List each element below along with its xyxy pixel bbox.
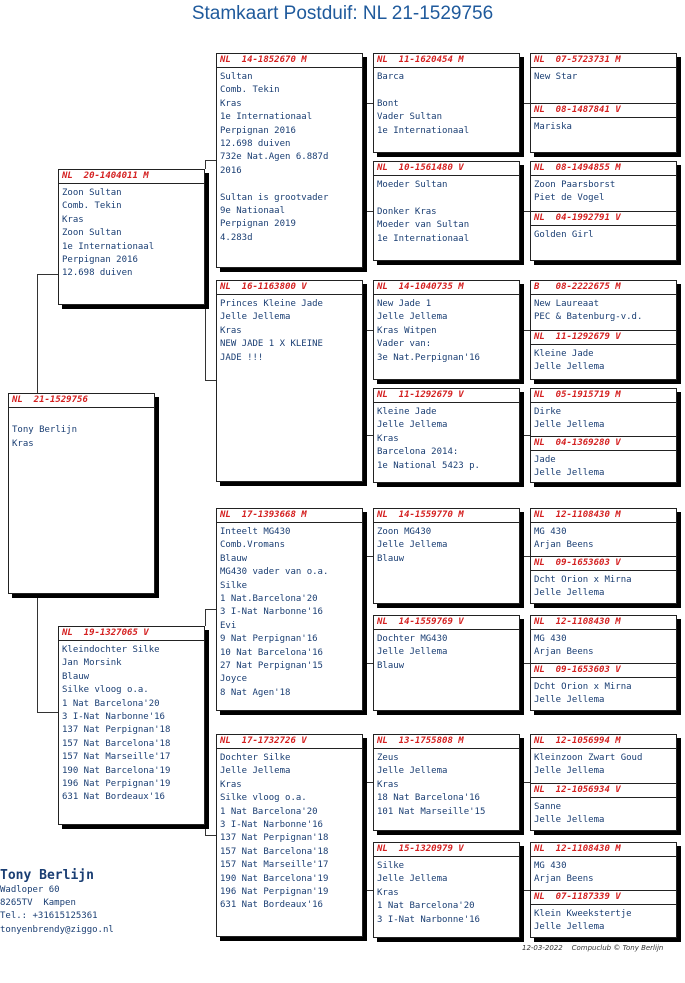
detail-line: Dcht Orion x Mirna bbox=[534, 682, 632, 692]
detail-line: Evi bbox=[220, 620, 237, 631]
detail-line: Zeus bbox=[377, 753, 399, 763]
ring-number: NL 05-1915719 M bbox=[531, 389, 676, 403]
great-grandparents-g1 bbox=[530, 53, 677, 153]
detail-line: Jelle Jellema bbox=[377, 540, 448, 551]
sire-section bbox=[531, 389, 676, 436]
detail-line: Dcht Orion x Mirna bbox=[534, 575, 632, 585]
detail-line: Jelle Jellema bbox=[377, 312, 448, 323]
detail-line: Vader van: bbox=[377, 339, 432, 350]
detail-line: 9e Nationaal bbox=[220, 206, 286, 217]
detail-line: Golden Girl bbox=[534, 230, 594, 240]
bird-details bbox=[374, 857, 519, 927]
pedigree-card-mmf bbox=[373, 734, 520, 831]
detail-line: Kras bbox=[220, 779, 242, 790]
bird-details bbox=[531, 68, 676, 84]
detail-line: 1e National 5423 p. bbox=[377, 460, 480, 471]
detail-line: MG430 vader van o.a. bbox=[220, 567, 329, 578]
bird-details bbox=[217, 749, 362, 913]
sire-section bbox=[531, 735, 676, 783]
connector-line bbox=[363, 211, 373, 212]
detail-line: 27 Nat Perpignan'15 bbox=[220, 661, 323, 672]
sire-section bbox=[531, 843, 676, 890]
bird-details bbox=[374, 403, 519, 473]
ring-number: NL 20-1404011 M bbox=[59, 170, 204, 184]
detail-line: Mariska bbox=[534, 122, 572, 132]
page-title: Stamkaart Postduif: NL 21-1529756 bbox=[191, 3, 494, 24]
detail-line: Kras bbox=[220, 98, 242, 109]
detail-line: Donker Kras bbox=[377, 206, 437, 217]
detail-line: New Jade 1 bbox=[377, 299, 432, 309]
connector-line bbox=[363, 103, 364, 211]
ring-number: NL 08-1487841 V bbox=[531, 104, 676, 118]
detail-line: Kras bbox=[12, 438, 34, 449]
detail-line: Kras bbox=[377, 887, 399, 898]
bird-details bbox=[374, 630, 519, 673]
detail-line: Kras bbox=[62, 214, 84, 225]
ring-number: NL 16-1163800 V bbox=[217, 281, 362, 295]
great-grandparents-g2 bbox=[530, 161, 677, 261]
connector-line bbox=[205, 160, 206, 169]
ring-number: NL 11-1620454 M bbox=[374, 54, 519, 68]
connector-line bbox=[37, 712, 58, 713]
dam-section bbox=[531, 103, 676, 153]
ring-number: NL 14-1040735 M bbox=[374, 281, 519, 295]
ring-number: NL 17-1732726 V bbox=[217, 735, 362, 749]
ring-number: NL 09-1653603 V bbox=[531, 557, 676, 571]
great-grandparents-g5 bbox=[530, 508, 677, 604]
detail-line: 631 Nat Bordeaux'16 bbox=[220, 900, 323, 911]
detail-line: Comb. Tekin bbox=[62, 201, 122, 212]
detail-line: Jan Morsink bbox=[62, 658, 122, 669]
detail-line: Kleine Jade bbox=[534, 349, 594, 359]
bird-details bbox=[59, 641, 204, 805]
ring-number: NL 12-1108430 M bbox=[531, 509, 676, 523]
owner-email: tonyenbrendy@ziggo.nl bbox=[0, 924, 114, 935]
pedigree-card-mm bbox=[216, 734, 363, 937]
connector-line bbox=[205, 609, 216, 610]
connector-line bbox=[520, 663, 530, 664]
dam-section bbox=[531, 330, 676, 380]
connector-line bbox=[520, 782, 530, 783]
detail-line: Kleinzoon Zwart Goud bbox=[534, 753, 643, 763]
detail-line: Jelle Jellema bbox=[534, 815, 605, 826]
bird-details bbox=[531, 403, 676, 433]
owner-city: 8265TV Kampen bbox=[0, 898, 76, 909]
ring-number: NL 07-1187339 V bbox=[531, 891, 676, 905]
great-grandparents-g8 bbox=[530, 842, 677, 938]
sire-section bbox=[531, 616, 676, 663]
detail-line: MG 430 bbox=[534, 634, 567, 644]
detail-line: Silke vloog o.a. bbox=[62, 685, 149, 696]
detail-line: Jelle Jellema bbox=[377, 420, 448, 431]
dam-section bbox=[531, 663, 676, 711]
sire-section bbox=[531, 509, 676, 556]
detail-line: Kras bbox=[377, 433, 399, 444]
sire-section bbox=[531, 162, 676, 211]
detail-line: Zoon Sultan bbox=[62, 188, 122, 198]
detail-line: Princes Kleine Jade bbox=[220, 299, 323, 309]
detail-line: Comb. Tekin bbox=[220, 85, 280, 96]
dam-section bbox=[531, 890, 676, 938]
bird-details bbox=[531, 523, 676, 553]
pedigree-card-ffm bbox=[373, 161, 520, 261]
detail-line bbox=[377, 192, 516, 205]
detail-line: Arjan Beens bbox=[534, 647, 594, 658]
detail-line: 1e Internationaal bbox=[377, 125, 470, 136]
detail-line: Zoon Paarsborst bbox=[534, 180, 616, 190]
bird-details bbox=[374, 295, 519, 365]
connector-line bbox=[363, 435, 373, 436]
great-grandparents-g6 bbox=[530, 615, 677, 711]
connector-line bbox=[363, 782, 373, 783]
ring-number: NL 04-1992791 V bbox=[531, 212, 676, 226]
detail-line: 157 Nat Marseille'17 bbox=[62, 752, 171, 763]
bird-details bbox=[531, 749, 676, 779]
detail-line: Kras bbox=[220, 325, 242, 336]
connector-line bbox=[37, 594, 38, 712]
detail-line: Silke bbox=[220, 580, 248, 591]
detail-line bbox=[12, 411, 151, 424]
bird-details bbox=[374, 749, 519, 819]
bird-details bbox=[531, 295, 676, 325]
ring-number: NL 08-1494855 M bbox=[531, 162, 676, 176]
pedigree-card-subject bbox=[8, 393, 155, 594]
detail-line: 157 Nat Barcelona'18 bbox=[220, 846, 329, 857]
ring-number: NL 04-1369280 V bbox=[531, 437, 676, 451]
connector-line bbox=[363, 330, 364, 435]
detail-line: Blauw bbox=[377, 553, 405, 564]
bird-details bbox=[531, 678, 676, 708]
detail-line: 1 Nat Barcelona'20 bbox=[220, 806, 318, 817]
owner-name: Tony Berlijn bbox=[0, 868, 94, 883]
detail-line: Blauw bbox=[62, 671, 90, 682]
detail-line: Jelle Jellema bbox=[377, 874, 448, 885]
detail-line: Jelle Jellema bbox=[534, 468, 605, 479]
detail-line: 3 I-Nat Narbonne'16 bbox=[62, 712, 165, 723]
detail-line: 12.698 duiven bbox=[62, 268, 133, 279]
detail-line bbox=[220, 178, 359, 191]
ring-number: NL 19-1327065 V bbox=[59, 627, 204, 641]
pedigree-card-fm bbox=[216, 280, 363, 482]
ring-number: NL 12-1056994 M bbox=[531, 735, 676, 749]
detail-line: Silke bbox=[377, 861, 405, 871]
bird-details bbox=[531, 630, 676, 660]
detail-line: 631 Nat Bordeaux'16 bbox=[62, 792, 165, 803]
connector-line bbox=[205, 609, 206, 626]
detail-line: 2016 bbox=[220, 165, 242, 176]
ring-number: NL 10-1561480 V bbox=[374, 162, 519, 176]
detail-line: Blauw bbox=[220, 553, 248, 564]
detail-line: Kras Witpen bbox=[377, 325, 437, 336]
ring-number: NL 11-1292679 V bbox=[374, 389, 519, 403]
pedigree-card-mother bbox=[58, 626, 205, 825]
pedigree-card-mfm bbox=[373, 615, 520, 711]
detail-line: 1 Nat.Barcelona'20 bbox=[220, 594, 318, 605]
detail-line: 10 Nat Barcelona'16 bbox=[220, 647, 323, 658]
connector-line bbox=[520, 211, 530, 212]
detail-line: 3 I-Nat Narbonne'16 bbox=[220, 820, 323, 831]
detail-line: Zoon Sultan bbox=[62, 228, 122, 239]
detail-line: 157 Nat Marseille'17 bbox=[220, 860, 329, 871]
pedigree-card-father bbox=[58, 169, 205, 305]
detail-line: 101 Nat Marseille'15 bbox=[377, 806, 486, 817]
detail-line: Joyce bbox=[220, 674, 248, 685]
connector-line bbox=[520, 330, 530, 331]
detail-line: Klein Kweekstertje bbox=[534, 909, 632, 919]
detail-line: Perpignan 2019 bbox=[220, 219, 296, 230]
connector-line bbox=[205, 380, 216, 381]
bird-details bbox=[531, 345, 676, 375]
detail-line: Perpignan 2016 bbox=[62, 255, 138, 266]
pedigree-card-mff bbox=[373, 508, 520, 604]
pedigree-card-fff bbox=[373, 53, 520, 153]
connector-line bbox=[37, 274, 58, 275]
ring-number: NL 21-1529756 bbox=[9, 394, 154, 408]
detail-line: 3 I-Nat Narbonne'16 bbox=[220, 607, 323, 618]
detail-line: 1e Internationaal bbox=[377, 233, 470, 244]
detail-line: Piet de Vogel bbox=[534, 193, 605, 204]
ring-number: NL 14-1559770 M bbox=[374, 509, 519, 523]
detail-line: Kleine Jade bbox=[377, 407, 437, 417]
pedigree-card-mmm bbox=[373, 842, 520, 938]
detail-line: Arjan Beens bbox=[534, 540, 594, 551]
bird-details bbox=[217, 295, 362, 365]
ring-number: NL 11-1292679 V bbox=[531, 331, 676, 345]
owner-info bbox=[0, 868, 210, 937]
detail-line: Comb.Vromans bbox=[220, 540, 286, 551]
sire-section bbox=[531, 281, 676, 330]
great-grandparents-g4 bbox=[530, 388, 677, 483]
bird-details bbox=[531, 451, 676, 481]
detail-line: Jelle Jellema bbox=[534, 420, 605, 431]
detail-line: Sanne bbox=[534, 802, 562, 812]
connector-line bbox=[205, 160, 216, 161]
dam-section bbox=[531, 211, 676, 261]
detail-line: 732e Nat.Agen 6.887d bbox=[220, 152, 329, 163]
ring-number: NL 12-1108430 M bbox=[531, 616, 676, 630]
detail-line: New Laureaat bbox=[534, 299, 600, 309]
detail-line: Barcelona 2014: bbox=[377, 447, 459, 458]
detail-line: Silke vloog o.a. bbox=[220, 793, 307, 804]
bird-details bbox=[531, 857, 676, 887]
detail-line: Jelle Jellema bbox=[220, 312, 291, 323]
detail-line: 8 Nat Agen'18 bbox=[220, 687, 291, 698]
bird-details bbox=[217, 523, 362, 700]
detail-line: PEC & Batenburg-v.d. bbox=[534, 312, 643, 323]
pedigree-card-fmf bbox=[373, 280, 520, 380]
detail-line: Jelle Jellema bbox=[220, 766, 291, 777]
great-grandparents-g7 bbox=[530, 734, 677, 831]
ring-number: NL 12-1108430 M bbox=[531, 843, 676, 857]
connector-line bbox=[363, 103, 373, 104]
ring-number: NL 15-1320979 V bbox=[374, 843, 519, 857]
detail-line: 9 Nat Perpignan'16 bbox=[220, 634, 318, 645]
sire-section bbox=[531, 54, 676, 103]
bird-details bbox=[531, 118, 676, 134]
detail-line: 18 Nat Barcelona'16 bbox=[377, 793, 480, 804]
detail-line: Jelle Jellema bbox=[534, 766, 605, 777]
detail-line: Perpignan 2016 bbox=[220, 125, 296, 136]
bird-details bbox=[531, 905, 676, 935]
detail-line: 196 Nat Perpignan'19 bbox=[62, 779, 171, 790]
bird-details bbox=[531, 571, 676, 601]
detail-line: Moeder Sultan bbox=[377, 180, 448, 190]
owner-address: Wadloper 60 bbox=[0, 885, 60, 895]
bird-details bbox=[217, 68, 362, 245]
bird-details bbox=[531, 798, 676, 828]
connector-line bbox=[363, 330, 373, 331]
connector-line bbox=[205, 835, 216, 836]
pedigree-card-ff bbox=[216, 53, 363, 268]
bird-details bbox=[9, 408, 154, 451]
dam-section bbox=[531, 436, 676, 483]
connector-line bbox=[37, 274, 38, 393]
detail-line: 3e Nat.Perpignan'16 bbox=[377, 352, 480, 363]
connector-line bbox=[363, 556, 364, 663]
detail-line bbox=[377, 84, 516, 97]
detail-line: Jelle Jellema bbox=[377, 766, 448, 777]
detail-line: 1e Internationaal bbox=[220, 112, 313, 123]
pedigree-card-mf bbox=[216, 508, 363, 711]
detail-line: Vader Sultan bbox=[377, 112, 443, 123]
detail-line: Blauw bbox=[377, 660, 405, 671]
bird-details bbox=[59, 184, 204, 281]
dam-section bbox=[531, 783, 676, 831]
ring-number: NL 14-1559769 V bbox=[374, 616, 519, 630]
footer-credit: 12-03-2022 Compuclub © Tony Berlijn bbox=[522, 944, 664, 952]
detail-line: 12.698 duiven bbox=[220, 139, 291, 150]
detail-line: Jelle Jellema bbox=[534, 695, 605, 706]
detail-line: Jelle Jellema bbox=[377, 647, 448, 658]
detail-line: Dirke bbox=[534, 407, 562, 417]
detail-line: Sultan bbox=[220, 72, 253, 82]
detail-line: Dochter MG430 bbox=[377, 634, 448, 644]
connector-line bbox=[363, 663, 373, 664]
detail-line: Jelle Jellema bbox=[534, 362, 605, 373]
detail-line: MG 430 bbox=[534, 527, 567, 537]
detail-line: Moeder van Sultan bbox=[377, 220, 470, 231]
ring-number: NL 17-1393668 M bbox=[217, 509, 362, 523]
ring-number: NL 13-1755808 M bbox=[374, 735, 519, 749]
detail-line: 157 Nat Barcelona'18 bbox=[62, 738, 171, 749]
detail-line: 1 Nat Barcelona'20 bbox=[377, 901, 475, 912]
connector-line bbox=[520, 890, 530, 891]
detail-line: 3 I-Nat Narbonne'16 bbox=[377, 914, 480, 925]
detail-line: Zoon MG430 bbox=[377, 527, 432, 537]
detail-line: Jade bbox=[534, 455, 556, 465]
connector-line bbox=[205, 305, 206, 380]
ring-number: NL 07-5723731 M bbox=[531, 54, 676, 68]
bird-details bbox=[374, 523, 519, 566]
detail-line: Barca bbox=[377, 72, 405, 82]
connector-line bbox=[363, 782, 364, 890]
bird-details bbox=[531, 226, 676, 242]
detail-line: 1e Internationaal bbox=[62, 241, 155, 252]
ring-number: NL 09-1653603 V bbox=[531, 664, 676, 678]
dam-section bbox=[531, 556, 676, 604]
detail-line: Sultan is grootvader bbox=[220, 192, 329, 203]
detail-line: Kras bbox=[377, 779, 399, 790]
detail-line: Dochter Silke bbox=[220, 753, 291, 763]
detail-line: NEW JADE 1 X KLEINE bbox=[220, 339, 323, 350]
detail-line: Tony Berlijn bbox=[12, 425, 78, 436]
detail-line: Arjan Beens bbox=[534, 874, 594, 885]
detail-line: Kleindochter Silke bbox=[62, 645, 160, 655]
detail-line: Bont bbox=[377, 98, 399, 109]
detail-line: JADE !!! bbox=[220, 352, 264, 363]
great-grandparents-g3 bbox=[530, 280, 677, 380]
detail-line: 137 Nat Perpignan'18 bbox=[220, 833, 329, 844]
connector-line bbox=[205, 825, 206, 835]
detail-line: 196 Nat Perpignan'19 bbox=[220, 887, 329, 898]
ring-number: NL 14-1852670 M bbox=[217, 54, 362, 68]
detail-line: 4.283d bbox=[220, 232, 253, 243]
ring-number: NL 12-1056934 V bbox=[531, 784, 676, 798]
connector-line bbox=[363, 890, 373, 891]
detail-line: Jelle Jellema bbox=[534, 922, 605, 933]
connector-line bbox=[363, 556, 373, 557]
connector-line bbox=[520, 103, 530, 104]
detail-line: Jelle Jellema bbox=[534, 588, 605, 599]
detail-line: 137 Nat Perpignan'18 bbox=[62, 725, 171, 736]
detail-line: 190 Nat Barcelona'19 bbox=[62, 765, 171, 776]
detail-line: New Star bbox=[534, 72, 578, 82]
bird-details bbox=[531, 176, 676, 206]
pedigree-card-fmm bbox=[373, 388, 520, 483]
connector-line bbox=[520, 435, 530, 436]
owner-phone: Tel.: +31615125361 bbox=[0, 911, 98, 922]
detail-line: MG 430 bbox=[534, 861, 567, 871]
detail-line: Inteelt MG430 bbox=[220, 527, 291, 537]
detail-line: 190 Nat Barcelona'19 bbox=[220, 873, 329, 884]
detail-line: 1 Nat Barcelona'20 bbox=[62, 698, 160, 709]
ring-number: B 08-2222675 M bbox=[531, 281, 676, 295]
bird-details bbox=[374, 68, 519, 138]
bird-details bbox=[374, 176, 519, 246]
connector-line bbox=[520, 556, 530, 557]
